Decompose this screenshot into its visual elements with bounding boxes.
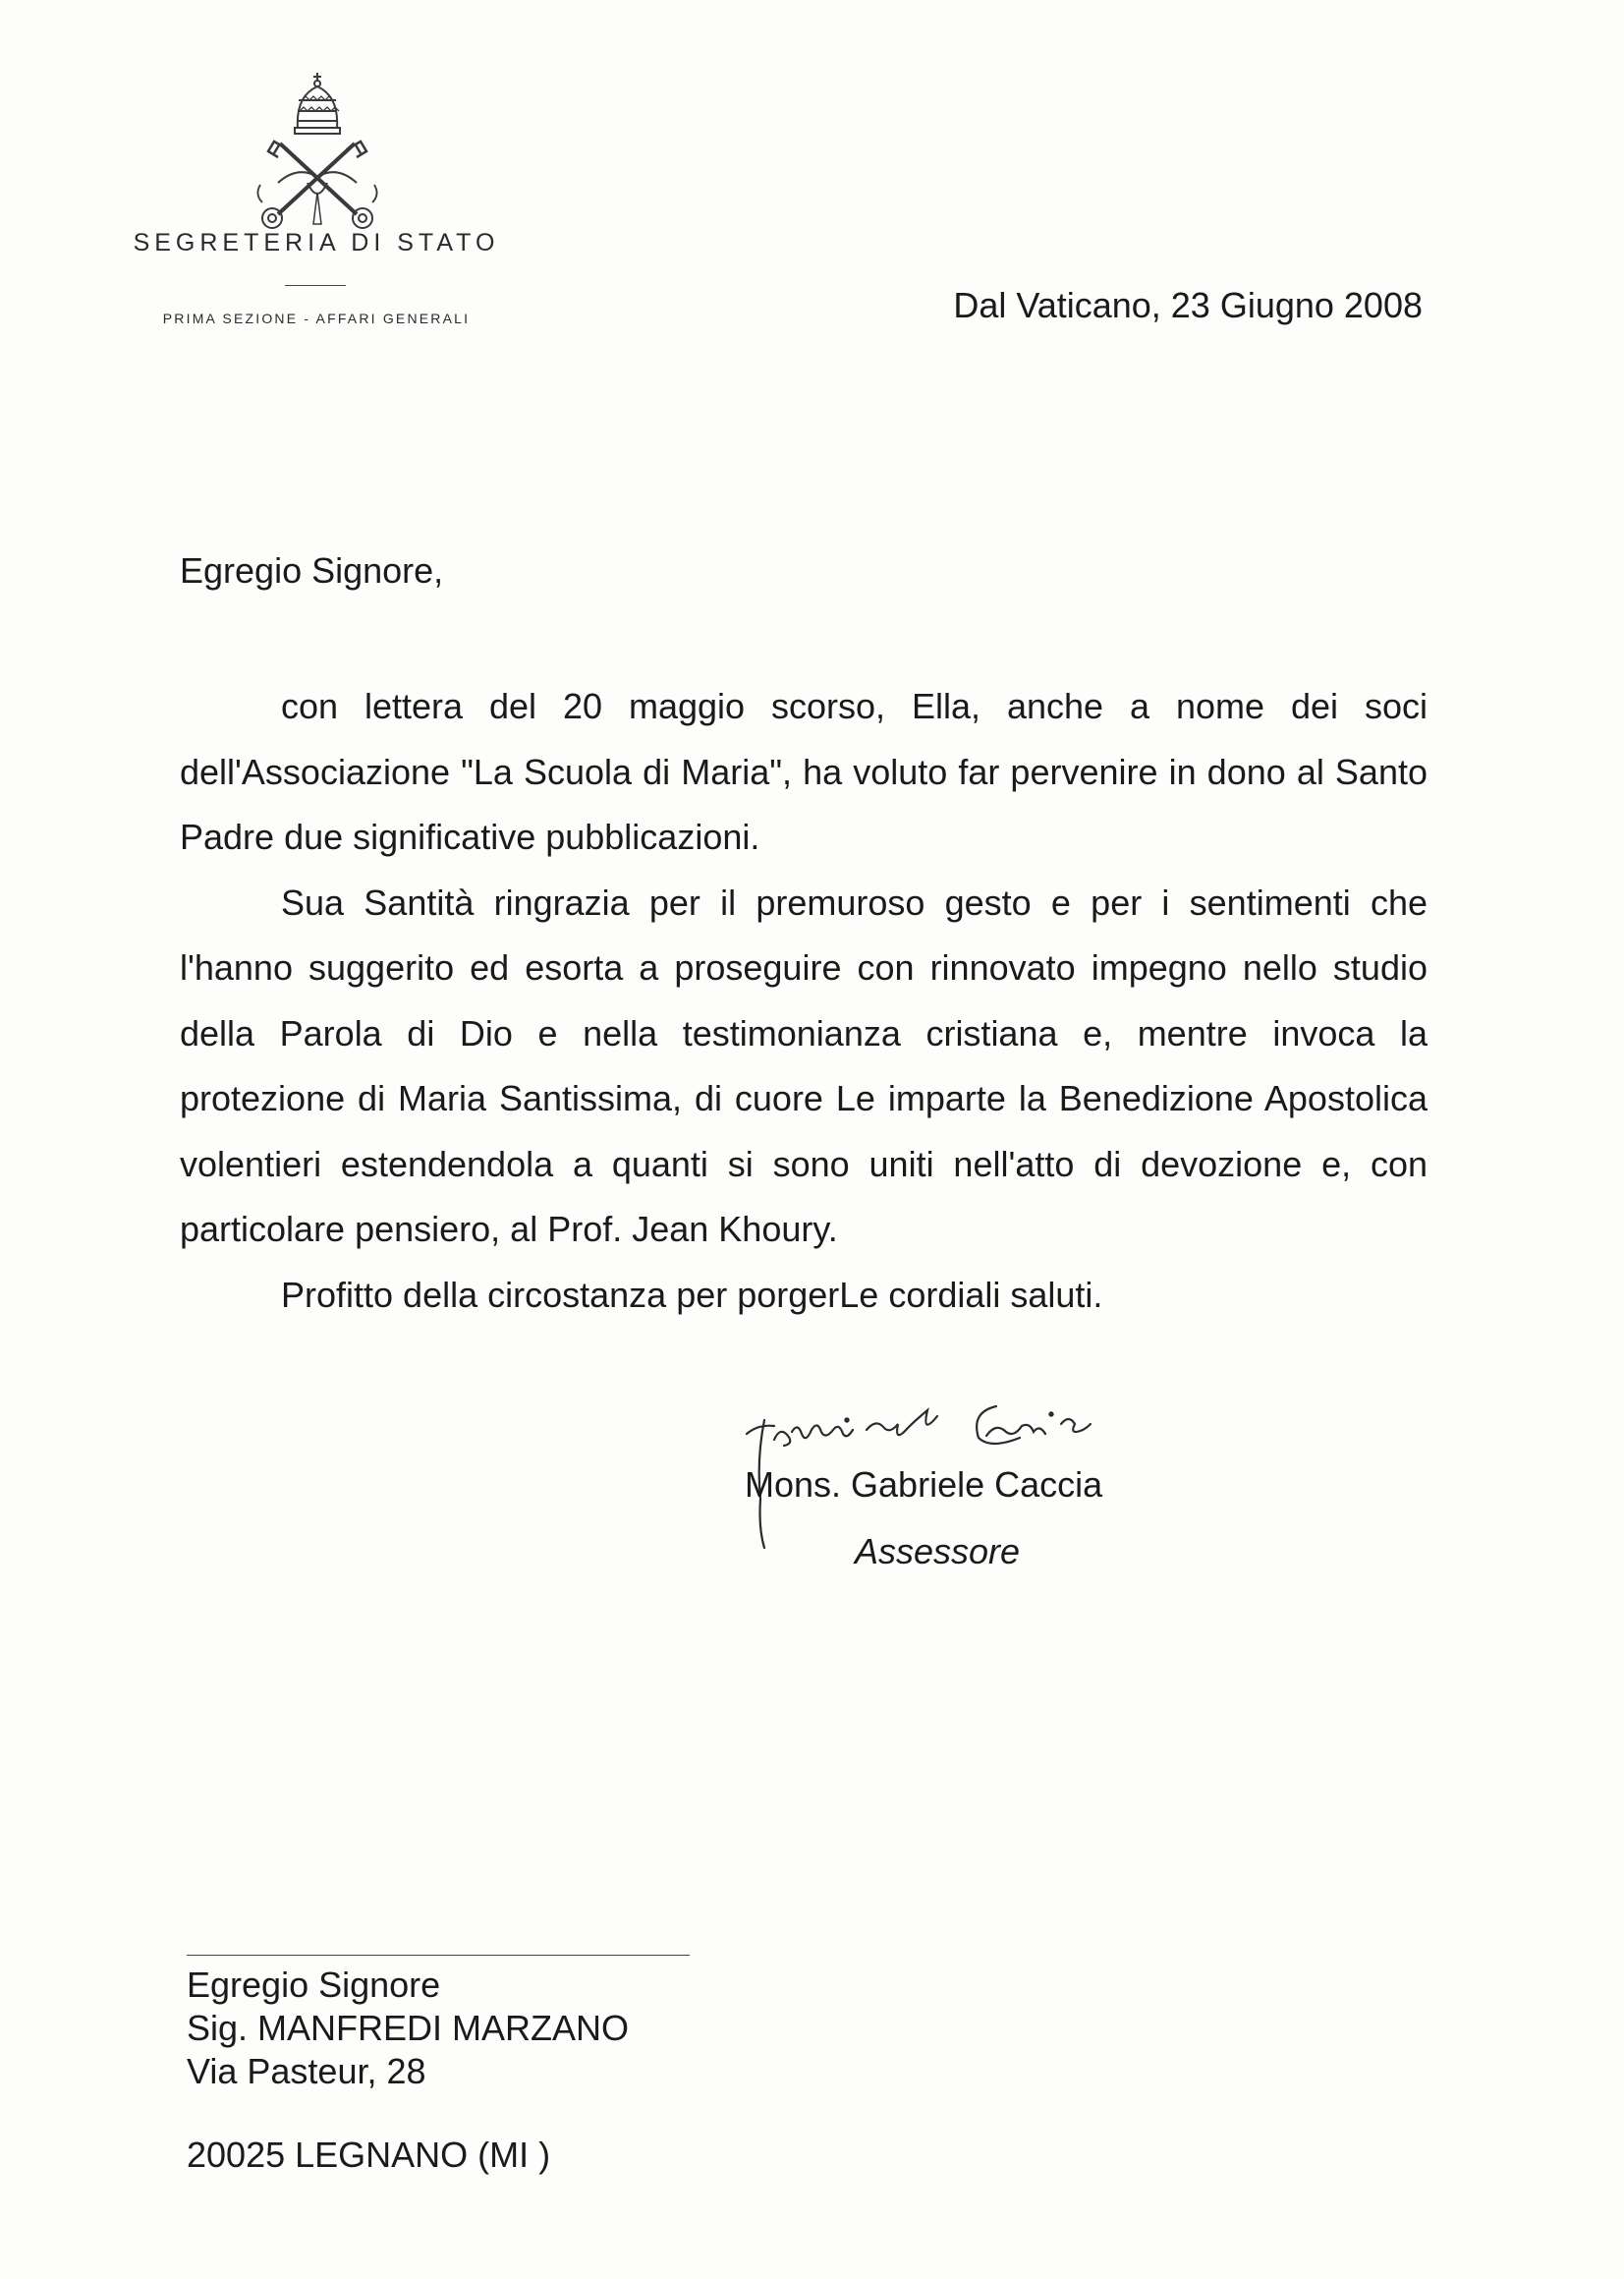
papal-coat-of-arms-icon bbox=[239, 67, 396, 234]
office-section: PRIMA SEZIONE - AFFARI GENERALI bbox=[162, 311, 471, 326]
signer-role: Assessore bbox=[855, 1531, 1021, 1571]
recipient-address bbox=[187, 1964, 629, 2093]
letter-body bbox=[180, 674, 1428, 1328]
letter-date: Dal Vaticano, 23 Giugno 2008 bbox=[953, 285, 1423, 325]
letterhead-divider bbox=[285, 285, 346, 286]
signer-name: Mons. Gabriele Caccia bbox=[745, 1464, 1103, 1505]
address-line: Sig. MANFREDI MARZANO bbox=[187, 2008, 630, 2048]
address-city: 20025 LEGNANO (MI ) bbox=[187, 2135, 551, 2175]
body-paragraph: con lettera del 20 maggio scorso, Ella, anche a nome dei soci dell'Associazione "La Scuola di Maria", ha voluto far pervenire in dono al Santo Padre due significative pubblicazioni. bbox=[180, 686, 1428, 857]
body-paragraph: Profitto della circostanza per porgerLe cordiali saluti. bbox=[281, 1274, 1103, 1315]
address-line: Egregio Signore bbox=[187, 1965, 441, 2005]
address-line: Via Pasteur, 28 bbox=[187, 2051, 426, 2091]
salutation: Egregio Signore, bbox=[180, 550, 444, 591]
office-name: SEGRETERIA DI STATO bbox=[133, 229, 500, 256]
address-divider bbox=[187, 1955, 690, 1956]
body-paragraph: Sua Santità ringrazia per il premuroso gesto e per i sentimenti che l'hanno suggerito ed esorta a proseguire con rinnovato impegno nello studio della Parola di Dio e nella testimonianza cristiana e, mentre invoca la protezione di Maria Santissima, di cuore Le imparte la Benedizione Apostolica volentieri estendendola a quanti si sono uniti nell'atto di devozione e, con particolare pensiero, al Prof. Jean Khoury. bbox=[180, 882, 1428, 1249]
